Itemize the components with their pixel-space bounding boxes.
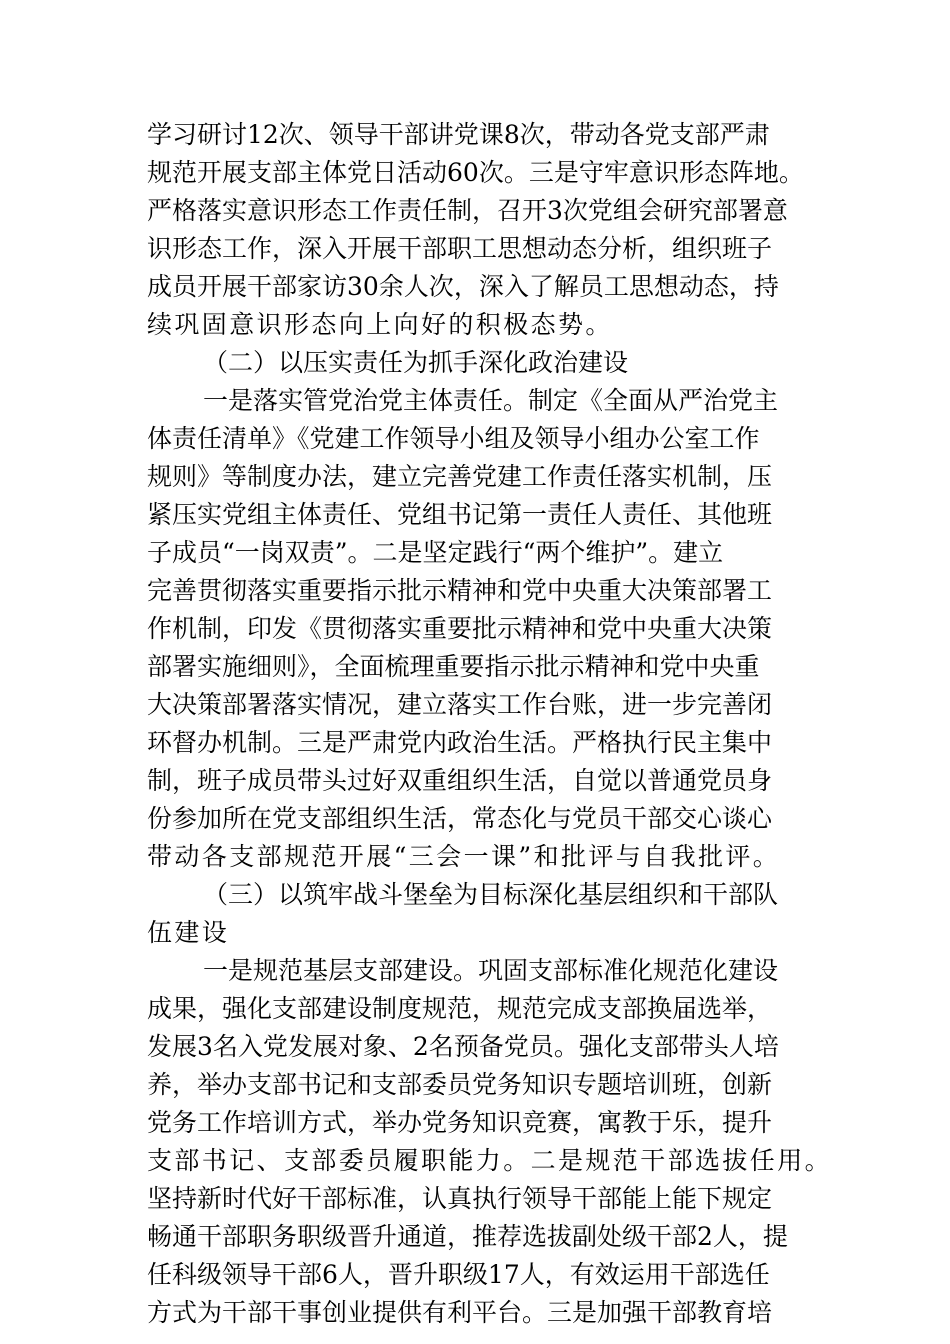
text-line: 作机制，印发《贯彻落实重要批示精神和党中央重大决策: [147, 614, 773, 643]
text-line: 养，举办支部书记和支部委员党务知识专题培训班，创新: [147, 1070, 773, 1099]
text-line: 制，班子成员带头过好双重组织生活，自觉以普通党员身: [147, 766, 773, 795]
text-line: 大决策部署落实情况，建立落实工作台账，进一步完善闭: [147, 690, 773, 719]
text-line: 续巩固意识形态向上向好的积极态势。: [147, 310, 613, 339]
text-line: 带动各支部规范开展“三会一课”和批评与自我批评。: [147, 842, 781, 871]
text-line: 紧压实党组主体责任、党组书记第一责任人责任、其他班: [147, 500, 773, 529]
text-line: 部署实施细则》，全面梳理重要指示批示精神和党中央重: [147, 652, 760, 681]
text-line: 份参加所在党支部组织生活，常态化与党员干部交心谈心: [147, 804, 773, 833]
document-body: [147, 116, 833, 1332]
text-line: 畅通干部职务职级晋升通道，推荐选拔副处级干部2人，提: [147, 1222, 788, 1251]
text-line: 完善贯彻落实重要指示批示精神和党中央重大决策部署工: [147, 576, 773, 605]
text-line: 发展3名入党发展对象、2名预备党员。强化支部带头人培: [147, 1032, 779, 1061]
text-line: 支部书记、支部委员履职能力。二是规范干部选拔任用。: [147, 1146, 833, 1175]
text-line: 严格落实意识形态工作责任制，召开3次党组会研究部署意: [147, 196, 788, 225]
text-line: 一是落实管党治党主体责任。制定《全面从严治党主: [203, 386, 779, 415]
text-line: 规则》等制度办法，建立完善党建工作责任落实机制，压: [147, 462, 773, 491]
text-line: 识形态工作，深入开展干部职工思想动态分析，组织班子: [147, 234, 773, 263]
text-line: 成果，强化支部建设制度规范，规范完成支部换届选举，: [147, 994, 773, 1023]
text-line: 任科级领导干部6人，晋升职级17人，有效运用干部选任: [147, 1260, 770, 1289]
text-line: 子成员“一岗双责”。二是坚定践行“两个维护”。建立: [147, 538, 724, 567]
text-line: 方式为干部干事创业提供有利平台。三是加强干部教育培: [147, 1298, 773, 1327]
text-line: 学习研讨12次、领导干部讲党课8次，带动各党支部严肃: [147, 120, 770, 149]
text-line: （二）以压实责任为抓手深化政治建设: [203, 348, 629, 377]
text-line: 体责任清单》《党建工作领导小组及领导小组办公室工作: [147, 424, 760, 453]
text-line: 伍建设: [147, 918, 230, 947]
text-line: （三）以筑牢战斗堡垒为目标深化基层组织和干部队: [203, 880, 779, 909]
text-line: 一是规范基层支部建设。巩固支部标准化规范化建设: [203, 956, 779, 985]
text-line: 环督办机制。三是严肃党内政治生活。严格执行民主集中: [147, 728, 773, 757]
text-line: 坚持新时代好干部标准，认真执行领导干部能上能下规定: [147, 1184, 773, 1213]
text-line: 成员开展干部家访30余人次，深入了解员工思想动态，持: [147, 272, 779, 301]
text-line: 党务工作培训方式，举办党务知识竞赛，寓教于乐，提升: [147, 1108, 773, 1137]
text-line: 规范开展支部主体党日活动60次。三是守牢意识形态阵地。: [147, 158, 804, 187]
